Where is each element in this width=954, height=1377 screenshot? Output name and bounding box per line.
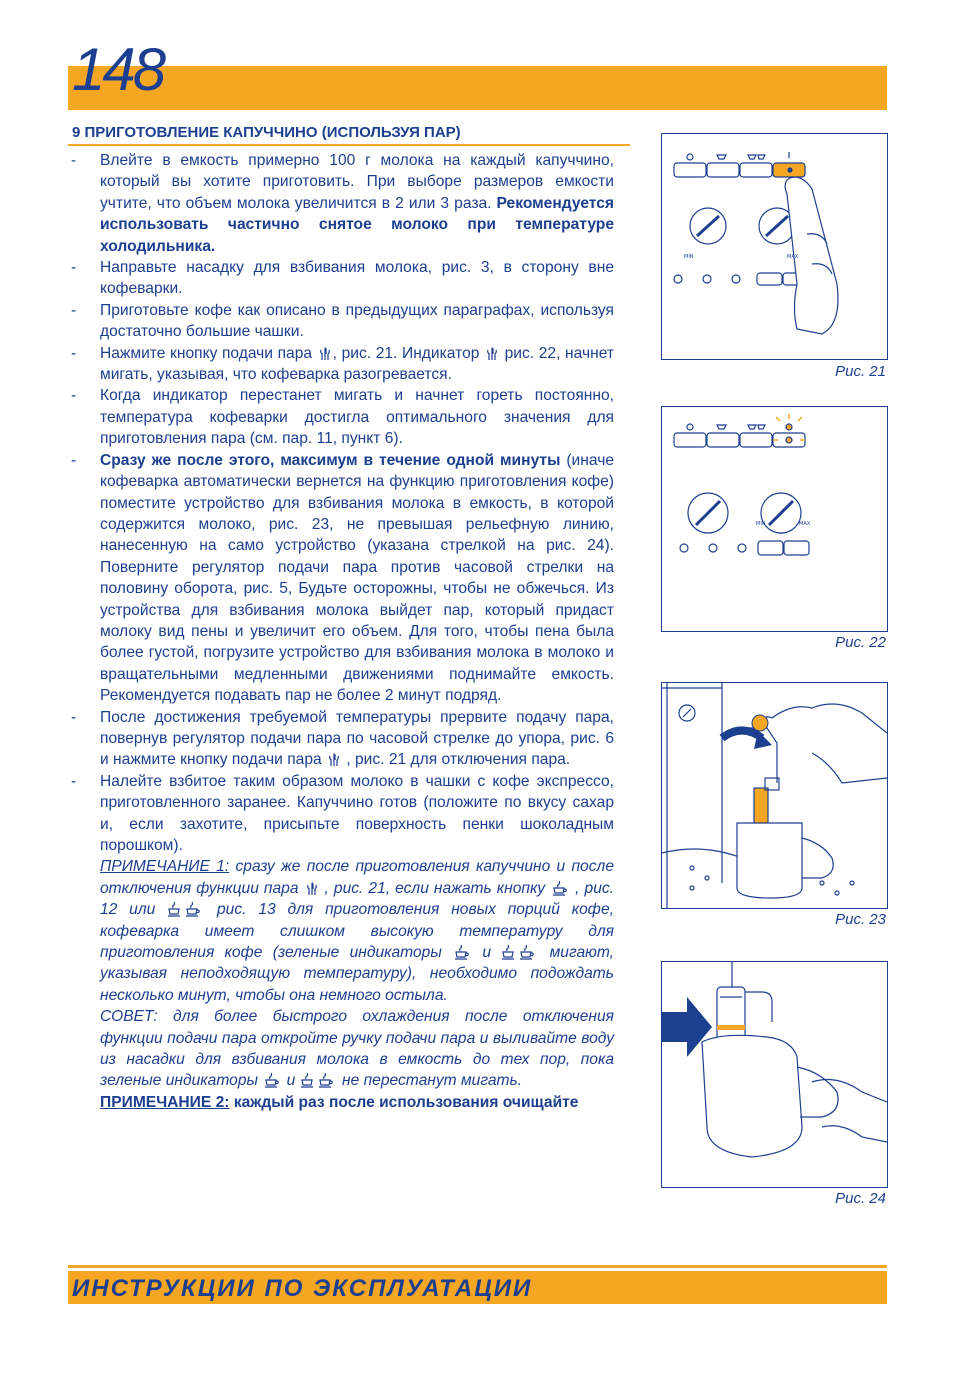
list-item: - Сразу же после этого, максимум в течение одной минуты (иначе кофеварка автоматически вернется на функцию приготовления кофе) поместите устройство для взбивания молока в емкость, в которой содержится молоко, рис. 23, не превышая рельефную линию, нанесенную на само устройство (указана стрелкой на рис. 24). Поверните регулятор подачи пара против часовой стрелки на половину оборота, рис. 5, Будьте осторожны, чтобы не обжечься. Из устройства для взбивания молока выйдет пар, который придаст молоку вид пены и увеличит его объем. Для того, чтобы пена была более густой, погрузите устройство для взбивания молока в молоко и вращательными медленными движениями поднимайте емкость. Рекомендуется подавать пар не более 2 минут подряд. [71, 451, 614, 705]
body-text [68, 150, 614, 1113]
figure-caption: Рис. 22 [835, 634, 886, 651]
double-cup-icon [167, 901, 205, 917]
section-title: 9 ПРИГОТОВЛЕНИЕ КАПУЧЧИНО (ИСПОЛЬЗУЯ ПАР) [72, 124, 461, 141]
note-1: ПРИМЕЧАНИЕ 1: сразу же после приготовления капуччино и после отключения функции пара , рис. 21, если нажать кнопку , рис. 12 или рис. 13 для приготовления новых порций кофе, кофеварка имеет слишком высокую температуру для приготовления кофе (зеленые индикаторы и мигают, указывая неподходящую температуру), необходимо подождать несколько минут, чтобы она немного остыла. [100, 858, 615, 1004]
footer-rule [68, 1265, 887, 1268]
cup-icon [550, 880, 570, 896]
svg-text:MAX: MAX [799, 521, 811, 527]
figure-caption: Рис. 23 [835, 911, 886, 928]
list-item: - Налейте взбитое таким образом молоко в чашки с кофе экспрессо, приготовленного заранее. Капуччино готов (положите по вкусу сахар и, если захотите, присыпьте поверхность пенки шоколадным порошком). [71, 772, 614, 854]
steam-icon [326, 751, 342, 767]
list-item: - Когда индикатор перестанет мигать и начнет гореть постоянно, температура кофеварки достигла оптимального значения для приготовления пара (см. пар. 11, пункт 6). [71, 387, 614, 448]
steam-icon [304, 880, 320, 896]
figure-21 [661, 133, 888, 360]
double-cup-icon [501, 944, 539, 960]
figure-caption: Рис. 21 [835, 363, 886, 380]
steam-icon [484, 345, 500, 361]
note-2: ПРИМЕЧАНИЕ 2: каждый раз после использования очищайте [100, 1093, 579, 1111]
svg-text:MIN: MIN [756, 521, 766, 527]
footer-title: ИНСТРУКЦИИ ПО ЭКСПЛУАТАЦИИ [72, 1275, 533, 1302]
double-cup-icon [300, 1072, 338, 1088]
svg-text:MAX: MAX [787, 254, 799, 260]
figure-24 [661, 961, 888, 1188]
list-item: - Направьте насадку для взбивания молока, рис. 3, в сторону вне кофеварки. [71, 259, 614, 298]
control-panel-indicator-illustration [662, 407, 887, 631]
advice: СОВЕТ: для более быстрого охлаждения после отключения функции подачи пара откройте ручку подачи пара и выливайте воду из насадки для взбивания молока в емкость до тех пор, пока зеленые индикаторы и не перестанут мигать. [100, 1008, 614, 1090]
control-panel-illustration [662, 134, 887, 359]
header-bar [68, 66, 887, 110]
list-item: - Приготовьте кофе как описано в предыдущих параграфах, используя достаточно большие чашки. [71, 301, 614, 341]
figure-22 [661, 406, 888, 632]
page-number: 148 [72, 36, 164, 103]
figure-23 [661, 682, 888, 909]
frothing-milk-illustration [662, 683, 887, 908]
list-item: - После достижения требуемой температуры прервите подачу пара, повернув регулятор подачи пара по часовой стрелке до упора, рис. 6 и нажмите кнопку подачи пара , рис. 21 для отключения пара. [71, 708, 614, 769]
list-item: - Нажмите кнопку подачи пара , рис. 21. Индикатор рис. 22, начнет мигать, указывая, что кофеварка разогревается. [71, 344, 614, 384]
svg-text:MIN: MIN [684, 254, 694, 260]
cup-icon [262, 1072, 282, 1088]
froth-line-illustration [662, 962, 887, 1187]
figure-caption: Рис. 24 [835, 1190, 886, 1207]
steam-icon [317, 345, 333, 361]
cup-icon [452, 944, 472, 960]
section-title-rule [68, 144, 630, 146]
list-item: - Влейте в емкость примерно 100 г молока на каждый капуччино, который вы хотите приготовить. При выборе размеров емкости учтите, что объем молока увеличится в 2 или 3 раза. Рекомендуется использовать частично снятое молоко при температуре холодильника. [71, 152, 614, 255]
